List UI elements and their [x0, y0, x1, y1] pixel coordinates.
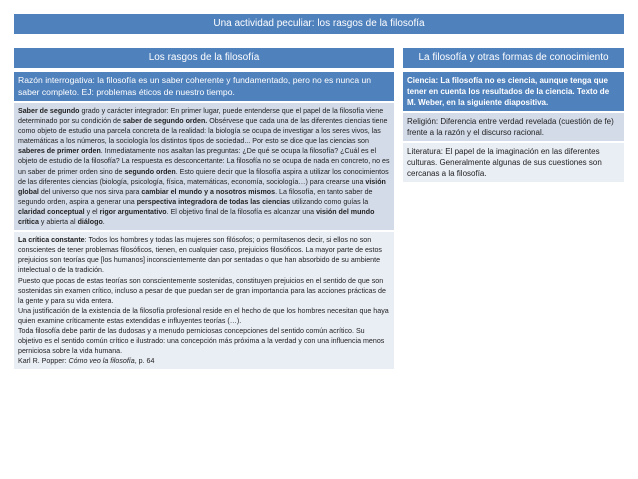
literatura-box [403, 143, 624, 182]
critica-paragraph [18, 235, 390, 275]
text-run: y el [84, 207, 100, 216]
left-column [14, 72, 394, 371]
critica-paragraph [18, 276, 390, 306]
razon-interrogativa-box [14, 72, 394, 101]
left-column-title: Los rasgos de la filosofía [148, 52, 260, 63]
text-run: perspectiva integradora de todas las ciencias [136, 197, 291, 206]
text-run: . Inmediatamente nos asaltan las preguntas: ¿De qué se ocupa la filosofía? ¿Cuál es el objeto de estudio de la filosofía? La respuesta es desconcertante: La filosofía no se ocupa de nada en concreto, no es un saber de primer orden sino de [18, 147, 390, 176]
text-run: : Todos los hombres y todas las mujeres son filósofos; o permítasenos decir, si ellos no son conscientes de tener problemas filosóficos, tienen, en cualquier caso, prejuicios filosóficos. La mayor parte de estos prejuicios son teorías que [los humanos] inconscientemente dan por sentadas o que han absorbido de su ambiente intelectual o de la tradición. [18, 236, 382, 275]
text-run: Una justificación de la existencia de la filosofía profesional reside en el hecho de que los hombres necesitan que haya quien examine críticamente estas extendidas e influyentes teorías (…). [18, 306, 389, 325]
text-run: Cómo veo la filosofía [68, 357, 135, 366]
text-run: claridad conceptual [18, 207, 85, 216]
text-run: saberes de primer orden [18, 147, 101, 156]
text-run: Toda filosofía debe partir de las dudosas y a menudo perniciosas concepciones del sentido común acrítico. Su objetivo es el sentido común crítico e ilustrado: una concepción más próxima a la verdad y con una influencia menos perniciosa sobre la vida humana. [18, 326, 385, 356]
saber-segundo-orden-box [14, 103, 394, 230]
text-run: , p. 64 [134, 357, 155, 366]
text-run: Karl R. Popper: [18, 357, 69, 366]
critica-paragraph [18, 306, 390, 326]
text-run: Obsérvese que cada una de las diferentes ciencias tiene como objeto de estudio una parcela concreta de la realidad: la biología se ocupa de investigar a los seres vivos, las matemáticas a los números, la sociología los distintos tipos de sociedad... Por esto se dice que las ciencias son [18, 117, 388, 146]
religion-text: Religión: Diferencia entre verdad revelada (cuestión de fe) frente a la razón y el discurso racional. [407, 117, 614, 137]
text-run: . La filosofía, en tanto saber de segundo orden, aspira a generar una [18, 187, 373, 206]
right-column-header [403, 48, 624, 68]
critica-paragraph [18, 326, 390, 356]
text-run: Saber de segundo [18, 107, 80, 115]
text-run: visión global [18, 177, 386, 196]
text-run: saber de segundo orden. [122, 117, 208, 126]
text-run: . [102, 218, 105, 227]
text-run: . El objetivo final de la filosofía es alcanzar una [166, 207, 317, 216]
ciencia-box [403, 72, 624, 111]
right-column [403, 72, 624, 184]
literatura-text: Literatura: El papel de la imaginación en las diferentes culturas. Generalmente algunas de sus cuestiones son cercanas a la filosofía. [407, 147, 602, 178]
text-run: cambiar el mundo y a nosotros mismos [141, 187, 276, 196]
text-run: grado y carácter integrador: En primer lugar, puede entenderse que el papel de la filosofía viene determinado por su condición de [18, 107, 384, 126]
main-title: Una actividad peculiar: los rasgos de la filosofía [213, 18, 425, 29]
text-run: . Esto quiere decir que la filosofía aspira a utilizar los conocimientos de las diferentes ciencias (biología, psicología, física, matemáticas, economía, sociología…) para crearse una [18, 167, 389, 186]
religion-box [403, 113, 624, 141]
left-column-header [14, 48, 394, 68]
saber-segundo-orden-text [18, 106, 390, 227]
text-run: Puesto que pocas de estas teorías son conscientemente sostenidas, constituyen prejuicios en el sentido de que son sostenidas sin examen crítico, incluso a pesar de que puedan ser de gran importancia para las acciones prácticas de la gente y para su vida entera. [18, 276, 386, 305]
text-run: del universo que nos sirva para [38, 187, 142, 196]
ciencia-text: Ciencia: La filosofía no es ciencia, aunque tenga que tener en cuenta los resultados de la ciencia. Texto de M. Weber, en la siguiente diapositiva. [407, 76, 610, 107]
text-run: segundo orden [124, 167, 176, 176]
text-run: diálogo [77, 218, 103, 227]
text-run: y abierta al [38, 218, 78, 227]
text-run: rigor argumentativo [99, 207, 167, 216]
main-title-bar [14, 14, 624, 34]
right-column-title: La filosofía y otras formas de conocimiento [418, 52, 609, 63]
critica-paragraph [18, 356, 390, 366]
text-run: utilizando como guías la [290, 197, 369, 206]
text-run: La crítica constante [18, 236, 85, 245]
text-run: visión del mundo crítica [18, 207, 375, 227]
razon-interrogativa-text: Razón interrogativa: la filosofía es un saber coherente y fundamentado, pero no es nunca un saber completo. EJ: problemas éticos de nuestro tiempo. [18, 75, 372, 97]
critica-constante-box [14, 232, 394, 369]
